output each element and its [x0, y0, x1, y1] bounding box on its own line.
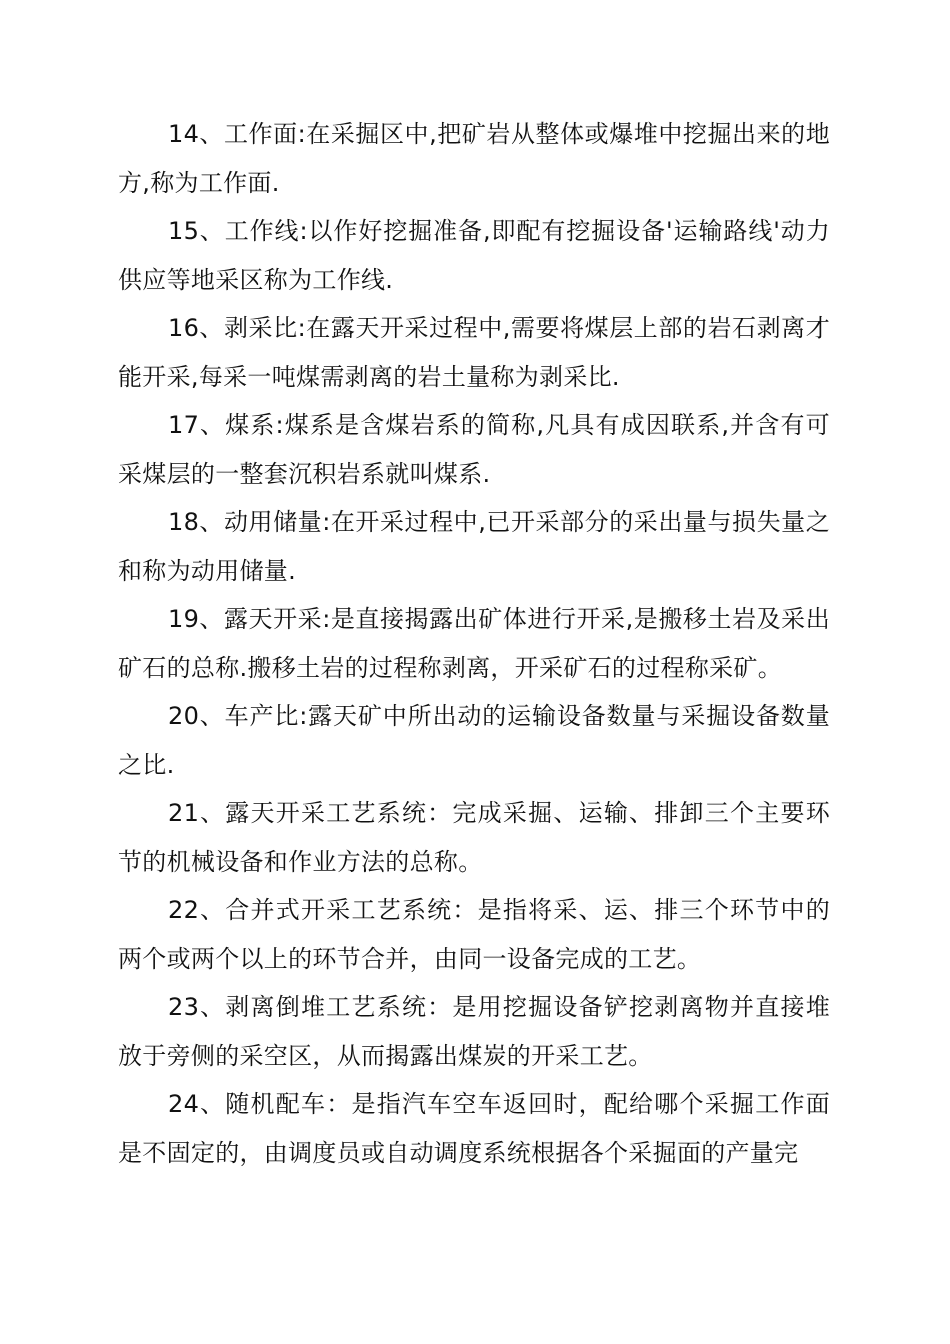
paragraph-14: 14、工作面:在采掘区中,把矿岩从整体或爆堆中挖掘出来的地方,称为工作面.: [118, 120, 830, 197]
document-body: [118, 110, 830, 1177]
paragraph-16: 16、剥采比:在露天开采过程中,需要将煤层上部的岩石剥离才能开采,每采一吨煤需剥离的岩土量称为剥采比.: [118, 314, 830, 391]
paragraph-21: 21、露天开采工艺系统：完成采掘、运输、排卸三个主要环节的机械设备和作业方法的总称。: [118, 799, 830, 876]
paragraph-18: 18、动用储量:在开采过程中,已开采部分的采出量与损失量之和称为动用储量.: [118, 508, 830, 585]
paragraph-22: 22、合并式开采工艺系统：是指将采、运、排三个环节中的两个或两个以上的环节合并，由同一设备完成的工艺。: [118, 896, 830, 973]
paragraph-15: 15、工作线:以作好挖掘准备,即配有挖掘设备'运输路线'动力供应等地采区称为工作线.: [118, 217, 830, 294]
paragraph-23: 23、剥离倒堆工艺系统：是用挖掘设备铲挖剥离物并直接堆放于旁侧的采空区，从而揭露出煤炭的开采工艺。: [118, 993, 830, 1070]
paragraph-17: 17、煤系:煤系是含煤岩系的简称,凡具有成因联系,并含有可采煤层的一整套沉积岩系就叫煤系.: [118, 411, 830, 488]
paragraph-20: 20、车产比:露天矿中所出动的运输设备数量与采掘设备数量之比.: [118, 702, 830, 779]
paragraph-24: 24、随机配车：是指汽车空车返回时，配给哪个采掘工作面是不固定的，由调度员或自动调度系统根据各个采掘面的产量完: [118, 1090, 830, 1167]
paragraph-19: 19、露天开采:是直接揭露出矿体进行开采,是搬移土岩及采出矿石的总称.搬移土岩的过程称剥离，开采矿石的过程称采矿。: [118, 605, 830, 682]
